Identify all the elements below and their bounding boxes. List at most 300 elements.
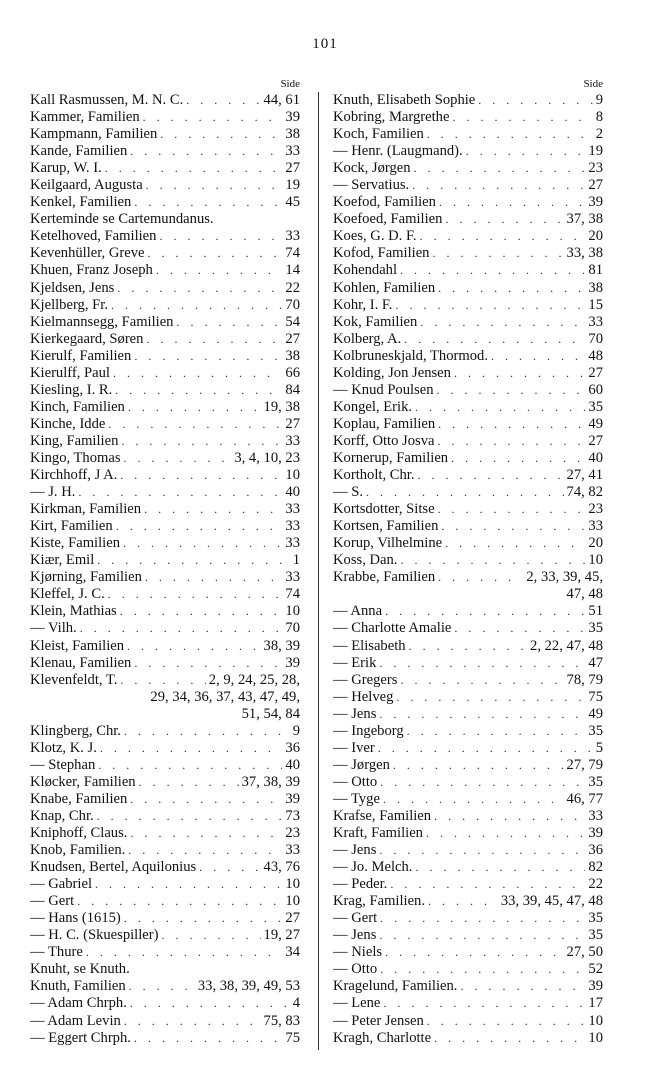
index-entry (333, 433, 603, 450)
entry-name: — Hans (1615) (30, 910, 121, 927)
left-entries (30, 92, 300, 1047)
dot-leader (442, 535, 585, 552)
entry-name: Kjellberg, Fr. (30, 296, 108, 313)
dot-leader (380, 791, 564, 808)
entry-name: Kornerup, Familien (333, 449, 449, 466)
index-entry (30, 944, 300, 961)
entry-name: — Niels (333, 944, 383, 961)
index-entry (333, 552, 603, 569)
entry-pages: 66 (285, 364, 300, 381)
dot-leader (451, 620, 585, 637)
index-entry (30, 535, 300, 552)
index-entry (333, 995, 603, 1012)
entry-name: — Gert (30, 893, 75, 910)
index-entry (333, 467, 603, 484)
entry-pages: 82 (588, 859, 603, 876)
dot-leader (429, 245, 563, 262)
dot-leader (127, 143, 282, 160)
entry-pages: 46, 77 (566, 790, 603, 807)
dot-leader (393, 689, 585, 706)
entry-pages: 36 (588, 842, 603, 859)
entry-pages: 10 (588, 1012, 603, 1029)
index-entry (30, 450, 300, 467)
entry-name: Kjeldsen, Jens (30, 279, 115, 296)
entry-pages: 27 (588, 432, 603, 449)
entry-pages: 51 (588, 603, 603, 620)
entry-name: Klenau, Familien (30, 654, 132, 671)
index-entry (333, 160, 603, 177)
spacer (333, 586, 564, 603)
index-entry (30, 484, 300, 501)
side-column-label: Side (280, 78, 300, 90)
dot-leader (121, 723, 290, 740)
entry-pages: 39 (285, 790, 300, 807)
index-entry (333, 109, 603, 126)
dot-leader (125, 399, 261, 416)
entry-pages: 33 (285, 842, 300, 859)
dot-leader (117, 467, 282, 484)
dot-leader (425, 893, 498, 910)
entry-pages: 9 (595, 92, 603, 108)
entry-pages: 4 (292, 995, 300, 1012)
entry-pages: 27 (285, 330, 300, 347)
entry-name: — Otto (333, 773, 378, 790)
entry-pages: 27 (285, 415, 300, 432)
entry-name: — Adam Chrph. (30, 995, 127, 1012)
spacer (30, 689, 147, 706)
dot-leader (105, 586, 283, 603)
entry-name: Krag, Familien. (333, 893, 426, 910)
entry-name: Khuen, Franz Joseph (30, 262, 153, 279)
entry-name: — Knud Poulsen (333, 381, 434, 398)
index-entry (30, 126, 300, 143)
entry-name: — Thure (30, 944, 83, 961)
entry-name: Kirt, Familien (30, 518, 113, 535)
entry-name: Kofod, Familien (333, 245, 430, 262)
dot-leader (153, 262, 283, 279)
dot-leader (127, 791, 282, 808)
index-entry (333, 450, 603, 467)
spacer (130, 961, 297, 978)
dot-leader (173, 314, 282, 331)
entry-name: — Elisabeth (333, 637, 406, 654)
entry-name: — Lene (333, 995, 381, 1012)
entry-pages: 33 (285, 432, 300, 449)
index-entry (333, 484, 603, 501)
dot-leader (118, 433, 282, 450)
entry-pages: 27, 41 (566, 467, 603, 484)
entry-pages: 1 (292, 552, 300, 569)
dot-leader (117, 672, 205, 689)
left-index-column (30, 76, 300, 1047)
index-entry (30, 365, 300, 382)
entry-pages: 33, 39, 45, 47, 48 (500, 893, 603, 910)
entry-name: — Eggert Chrph. (30, 1029, 131, 1046)
entry-name: — Servatius. (333, 177, 410, 194)
entry-pages: 35 (588, 927, 603, 944)
entry-pages: 15 (588, 296, 603, 313)
index-entry (333, 382, 603, 399)
entry-pages (297, 211, 300, 228)
entry-pages: 37, 38 (566, 211, 603, 228)
index-entry (30, 211, 300, 228)
entry-name: Knap, Chr. (30, 807, 94, 824)
entry-name: Knuth, Familien (30, 978, 126, 995)
dot-leader (390, 757, 564, 774)
dot-leader (143, 177, 283, 194)
entry-pages: 27, 79 (566, 756, 603, 773)
entry-name: Keilgaard, Augusta (30, 177, 143, 194)
dot-leader (131, 348, 282, 365)
dot-leader (102, 160, 283, 177)
index-entry (333, 689, 603, 706)
dot-leader (392, 297, 585, 314)
entry-name: Klevenfeldt, T. (30, 671, 118, 688)
entry-name: Kohendahl (333, 262, 398, 279)
dot-leader (131, 1030, 282, 1047)
entry-pages: 39 (285, 109, 300, 126)
entry-pages: 33 (285, 518, 300, 535)
entry-name: Klingberg, Chr. (30, 722, 121, 739)
entry-name: Kragh, Charlotte (333, 1029, 432, 1046)
entry-pages (297, 961, 300, 978)
dot-leader (406, 638, 527, 655)
entry-pages: 74, 82 (566, 484, 603, 501)
dot-leader (94, 552, 289, 569)
entry-name: Kniphoff, Claus. (30, 825, 128, 842)
entry-pages: 19 (588, 143, 603, 160)
dot-leader (411, 160, 586, 177)
entry-pages: 2 (595, 126, 603, 143)
entry-pages: 33, 38 (566, 245, 603, 262)
page-number: 101 (312, 36, 338, 52)
entry-name: Kortsdotter, Sitse (333, 501, 435, 518)
dot-leader (412, 859, 585, 876)
entry-pages: 27 (285, 910, 300, 927)
entry-pages: 33 (285, 569, 300, 586)
index-entry (333, 910, 603, 927)
index-entry (30, 876, 300, 893)
dot-leader (110, 365, 282, 382)
entry-name: Knob, Familien. (30, 842, 126, 859)
entry-name: Kiesling, I. R. (30, 381, 113, 398)
entry-name: Kohlen, Familien (333, 279, 436, 296)
dot-leader (376, 842, 585, 859)
dot-leader (363, 484, 564, 501)
entry-pages: 75, 83 (263, 1012, 300, 1029)
right-index-column (333, 76, 603, 1047)
dot-leader (159, 927, 261, 944)
dot-leader (77, 620, 283, 637)
entry-pages: 38 (285, 126, 300, 143)
entry-name: — Jo. Melch. (333, 859, 413, 876)
index-entry (30, 723, 300, 740)
index-entry (30, 501, 300, 518)
entry-pages: 8 (595, 109, 603, 126)
dot-leader (457, 978, 585, 995)
entry-pages: 3, 4, 10, 23 (234, 449, 300, 466)
dot-leader (397, 552, 585, 569)
entry-pages: 33 (588, 518, 603, 535)
index-entry (30, 518, 300, 535)
dot-leader (142, 569, 283, 586)
index-entry (30, 331, 300, 348)
index-entry (333, 603, 603, 620)
entry-pages: 74 (285, 245, 300, 262)
side-column-label: Side (583, 78, 603, 90)
entry-name: Kierulff, Paul (30, 364, 110, 381)
index-entry (30, 910, 300, 927)
entry-pages: 54 (285, 313, 300, 330)
index-entry (333, 791, 603, 808)
entry-name: — Iver (333, 739, 375, 756)
entry-name: — Jørgen (333, 756, 390, 773)
index-entry (333, 740, 603, 757)
index-entry (333, 1030, 603, 1047)
entry-pages: 23 (285, 825, 300, 842)
entry-pages: 22 (285, 279, 300, 296)
index-entry (333, 348, 603, 365)
dot-leader (412, 399, 585, 416)
entry-name: — H. C. (Skuespiller) (30, 927, 159, 944)
entry-pages: 38, 39 (263, 637, 300, 654)
entry-pages: 43, 76 (263, 859, 300, 876)
entry-name: Kampmann, Familien (30, 126, 158, 143)
entry-pages: 38 (588, 279, 603, 296)
entry-pages: 39 (285, 654, 300, 671)
index-entry (30, 245, 300, 262)
entry-pages: 33 (588, 807, 603, 824)
index-entry (333, 314, 603, 331)
entry-pages: 33 (588, 313, 603, 330)
dot-leader (449, 109, 592, 126)
entry-name: Kirchhoff, J A. (30, 467, 118, 484)
entry-name: Knuht, se Knuth. (30, 961, 130, 978)
dot-leader (376, 655, 585, 672)
index-entry (30, 774, 300, 791)
dot-leader (377, 961, 585, 978)
entry-pages: 29, 34, 36, 37, 43, 47, 49, (150, 688, 300, 705)
index-entry (333, 961, 603, 978)
entry-pages: 10 (285, 893, 300, 910)
index-entry (333, 978, 603, 995)
dot-leader (95, 757, 282, 774)
index-entry (30, 416, 300, 433)
dot-leader (136, 774, 239, 791)
entry-name: — Ingeborg (333, 722, 404, 739)
dot-leader (121, 450, 232, 467)
entry-name: Kall Rasmussen, M. N. C. (30, 92, 184, 108)
entry-pages: 23 (588, 501, 603, 518)
index-entry (333, 859, 603, 876)
entry-name: Knabe, Familien (30, 790, 128, 807)
index-entry (30, 672, 300, 689)
dot-leader (434, 433, 585, 450)
entry-name: Korff, Otto Josva (333, 432, 435, 449)
dot-leader (382, 944, 563, 961)
dot-leader (113, 518, 283, 535)
entry-pages: 48 (588, 347, 603, 364)
dot-leader (434, 382, 586, 399)
index-entry (333, 825, 603, 842)
entry-pages: 2, 22, 47, 48 (530, 637, 603, 654)
dot-leader (380, 995, 585, 1012)
entry-name: Kobring, Margrethe (333, 109, 450, 126)
entry-pages: 40 (285, 484, 300, 501)
dot-leader (376, 706, 585, 723)
index-entry (30, 740, 300, 757)
entry-pages: 35 (588, 910, 603, 927)
entry-name: Knudsen, Bertel, Aquilonius (30, 859, 197, 876)
index-entry (333, 757, 603, 774)
dot-leader (157, 126, 282, 143)
entry-pages: 49 (588, 705, 603, 722)
entry-pages: 75 (588, 688, 603, 705)
entry-name: Kenkel, Familien (30, 194, 132, 211)
entry-name: Kingo, Thomas (30, 449, 121, 466)
dot-leader (435, 569, 523, 586)
index-entry (333, 280, 603, 297)
dot-leader (375, 740, 593, 757)
entry-name: Kiær, Emil (30, 552, 95, 569)
index-entry (333, 399, 603, 416)
dot-leader (97, 740, 283, 757)
entry-pages: 74 (285, 586, 300, 603)
entry-name: Koch, Familien (333, 126, 424, 143)
index-entry (30, 978, 300, 995)
dot-leader (431, 1030, 585, 1047)
entry-name: Kande, Familien (30, 143, 128, 160)
dot-leader (124, 638, 260, 655)
entry-name: Kraft, Familien (333, 825, 423, 842)
entry-pages: 38 (285, 347, 300, 364)
index-entry (30, 706, 300, 723)
entry-name: — Helveg (333, 688, 394, 705)
entry-name: — Vilh. (30, 620, 77, 637)
dot-leader (121, 1013, 261, 1030)
dot-leader (417, 314, 585, 331)
entry-name: — Jens (333, 705, 377, 722)
dot-leader (475, 92, 592, 109)
index-entry (30, 791, 300, 808)
entry-name: Koefod, Familien (333, 194, 436, 211)
index-entry (333, 944, 603, 961)
entry-name: Kolberg, A. (333, 330, 402, 347)
entry-pages: 2, 33, 39, 45, (526, 569, 603, 586)
dot-leader (448, 450, 585, 467)
dot-leader (127, 825, 282, 842)
index-entry (30, 961, 300, 978)
dot-leader (131, 655, 282, 672)
dot-leader (382, 603, 585, 620)
entry-name: Kohr, I. F. (333, 296, 393, 313)
entry-name: Krafse, Familien (333, 807, 432, 824)
index-entry (30, 893, 300, 910)
dot-leader (196, 859, 260, 876)
index-entry (30, 757, 300, 774)
entry-pages: 47 (588, 654, 603, 671)
entry-name: — Stephan (30, 756, 96, 773)
dot-leader (377, 774, 585, 791)
entry-name: — J. H. (30, 484, 76, 501)
entry-name: — Anna (333, 603, 383, 620)
entry-name: — Jens (333, 927, 377, 944)
entry-name: — Charlotte Amalie (333, 620, 452, 637)
index-entry (30, 92, 300, 109)
index-entry (333, 672, 603, 689)
dot-leader (435, 501, 586, 518)
entry-pages: 34 (285, 944, 300, 961)
dot-leader (108, 297, 282, 314)
entry-pages: 39 (588, 978, 603, 995)
dot-leader (126, 978, 195, 995)
entry-pages: 10 (588, 1029, 603, 1046)
index-entry (30, 638, 300, 655)
index-entry (30, 859, 300, 876)
dot-leader (140, 109, 283, 126)
entry-pages: 27, 50 (566, 944, 603, 961)
entry-pages: 10 (285, 603, 300, 620)
entry-pages: 75 (285, 1029, 300, 1046)
entry-pages: 84 (285, 381, 300, 398)
dot-leader (376, 927, 585, 944)
index-entry (30, 382, 300, 399)
entry-pages: 33, 38, 39, 49, 53 (197, 978, 300, 995)
index-entry (30, 280, 300, 297)
entry-name: Kongel, Erik. (333, 398, 413, 415)
spacer (214, 211, 297, 228)
dot-leader (435, 416, 585, 433)
entry-pages: 37, 38, 39 (241, 773, 300, 790)
entry-name: King, Familien (30, 432, 119, 449)
dot-leader (451, 365, 585, 382)
entry-name: Kinche, Idde (30, 415, 106, 432)
index-entry (30, 689, 300, 706)
entry-pages: 45 (285, 194, 300, 211)
index-entry (30, 1013, 300, 1030)
index-entry (30, 552, 300, 569)
dot-leader (414, 467, 563, 484)
entry-name: — S. (333, 484, 364, 501)
dot-leader (438, 518, 585, 535)
index-entry (333, 774, 603, 791)
dot-leader (117, 603, 283, 620)
dot-leader (92, 876, 282, 893)
index-entry (333, 535, 603, 552)
index-entry (333, 1013, 603, 1030)
index-entry (30, 177, 300, 194)
entry-pages: 78, 79 (566, 671, 603, 688)
index-entry (30, 603, 300, 620)
entry-name: Kok, Familien (333, 313, 418, 330)
dot-leader (183, 92, 260, 109)
entry-pages: 27 (588, 364, 603, 381)
entry-pages: 19, 38 (263, 398, 300, 415)
entry-name: Koes, G. D. F. (333, 228, 417, 245)
index-entry (333, 706, 603, 723)
entry-pages: 44, 61 (263, 92, 300, 108)
index-entry (333, 331, 603, 348)
index-entry (333, 638, 603, 655)
dot-leader (75, 484, 282, 501)
dot-leader (423, 825, 585, 842)
index-entry (333, 876, 603, 893)
dot-leader (143, 331, 282, 348)
dot-leader (442, 211, 563, 228)
index-entry (333, 194, 603, 211)
spacer (30, 706, 239, 723)
index-entry (333, 518, 603, 535)
